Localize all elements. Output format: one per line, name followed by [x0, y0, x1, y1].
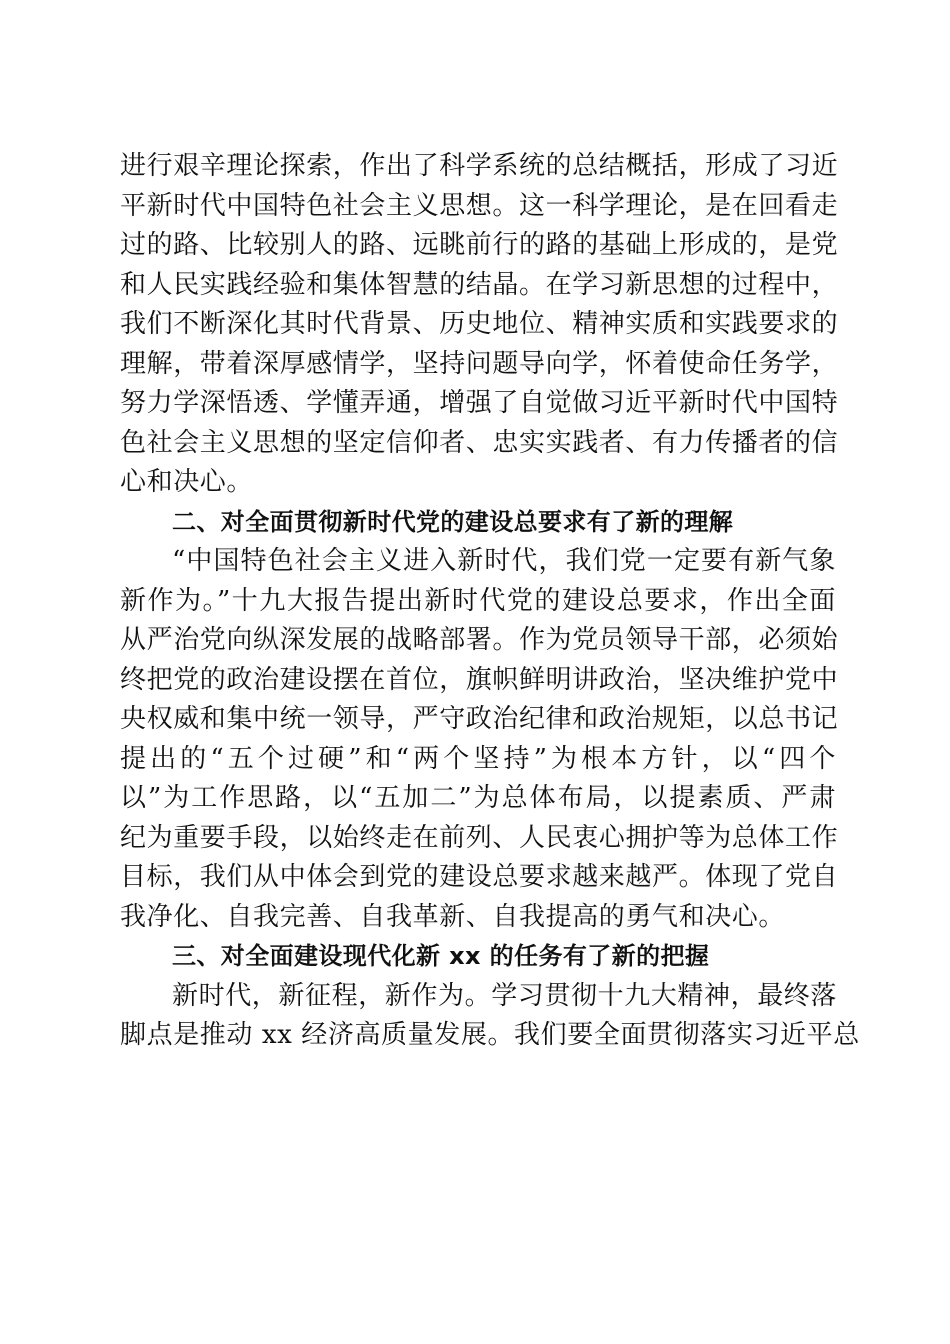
paragraph-line: 终把党的政治建设摆在首位，旗帜鲜明讲政治，坚决维护党中	[120, 664, 839, 695]
paragraph-line: “中国特色社会主义进入新时代，我们党一定要有新气象	[172, 546, 836, 576]
paragraph-line: 过的路、比较别人的路、远眺前行的路的基础上形成的，是党	[120, 230, 839, 260]
section-heading-2: 二、对全面贯彻新时代党的建设总要求有了新的理解	[172, 507, 734, 536]
paragraph-line: 色社会主义思想的坚定信仰者、忠实实践者、有力传播者的信	[120, 427, 839, 458]
section-heading-3: 三、对全面建设现代化新 xx 的任务有了新的把握	[172, 942, 710, 970]
paragraph-line: 脚点是推动 xx 经济高质量发展。我们要全面贯彻落实习近平总	[120, 1020, 860, 1050]
paragraph-line: 以”为工作思路，以“五加二”为总体布局，以提素质、严肃	[120, 783, 836, 813]
paragraph-line: 和人民实践经验和集体智慧的结晶。在学习新思想的过程中，	[120, 269, 839, 300]
paragraph-line: 提出的“五个过硬”和“两个坚持”为根本方针，以“四个	[120, 743, 836, 774]
paragraph-line: 平新时代中国特色社会主义思想。这一科学理论，是在回看走	[120, 190, 839, 221]
document-body	[120, 147, 860, 1056]
paragraph-line: 我们不断深化其时代背景、历史地位、精神实质和实践要求的	[120, 309, 839, 339]
paragraph-1	[120, 147, 839, 503]
paragraph-line: 理解，带着深厚感情学，坚持问题导向学，怀着使命任务学，	[120, 348, 839, 379]
paragraph-line: 纪为重要手段，以始终走在前列、人民衷心拥护等为总体工作	[120, 822, 839, 853]
paragraph-line: 进行艰辛理论探索，作出了科学系统的总结概括，形成了习近	[120, 151, 839, 181]
paragraph-line: 从严治党向纵深发展的战略部署。作为党员领导干部，必须始	[120, 625, 839, 655]
paragraph-line: 目标，我们从中体会到党的建设总要求越来越严。体现了党自	[120, 862, 839, 892]
paragraph-line: 央权威和集中统一领导，严守政治纪律和政治规矩，以总书记	[120, 704, 839, 734]
paragraph-line: 心和决心。	[120, 467, 254, 497]
paragraph-2	[120, 542, 839, 937]
paragraph-line: 我净化、自我完善、自我革新、自我提高的勇气和决心。	[120, 901, 786, 932]
paragraph-line: 新作为。”十九大报告提出新时代党的建设总要求，作出全面	[120, 585, 836, 616]
paragraph-line: 新时代，新征程，新作为。学习贯彻十九大精神，最终落	[172, 980, 838, 1011]
paragraph-line: 努力学深悟透、学懂弄通，增强了自觉做习近平新时代中国特	[120, 388, 839, 418]
paragraph-3	[120, 977, 860, 1056]
